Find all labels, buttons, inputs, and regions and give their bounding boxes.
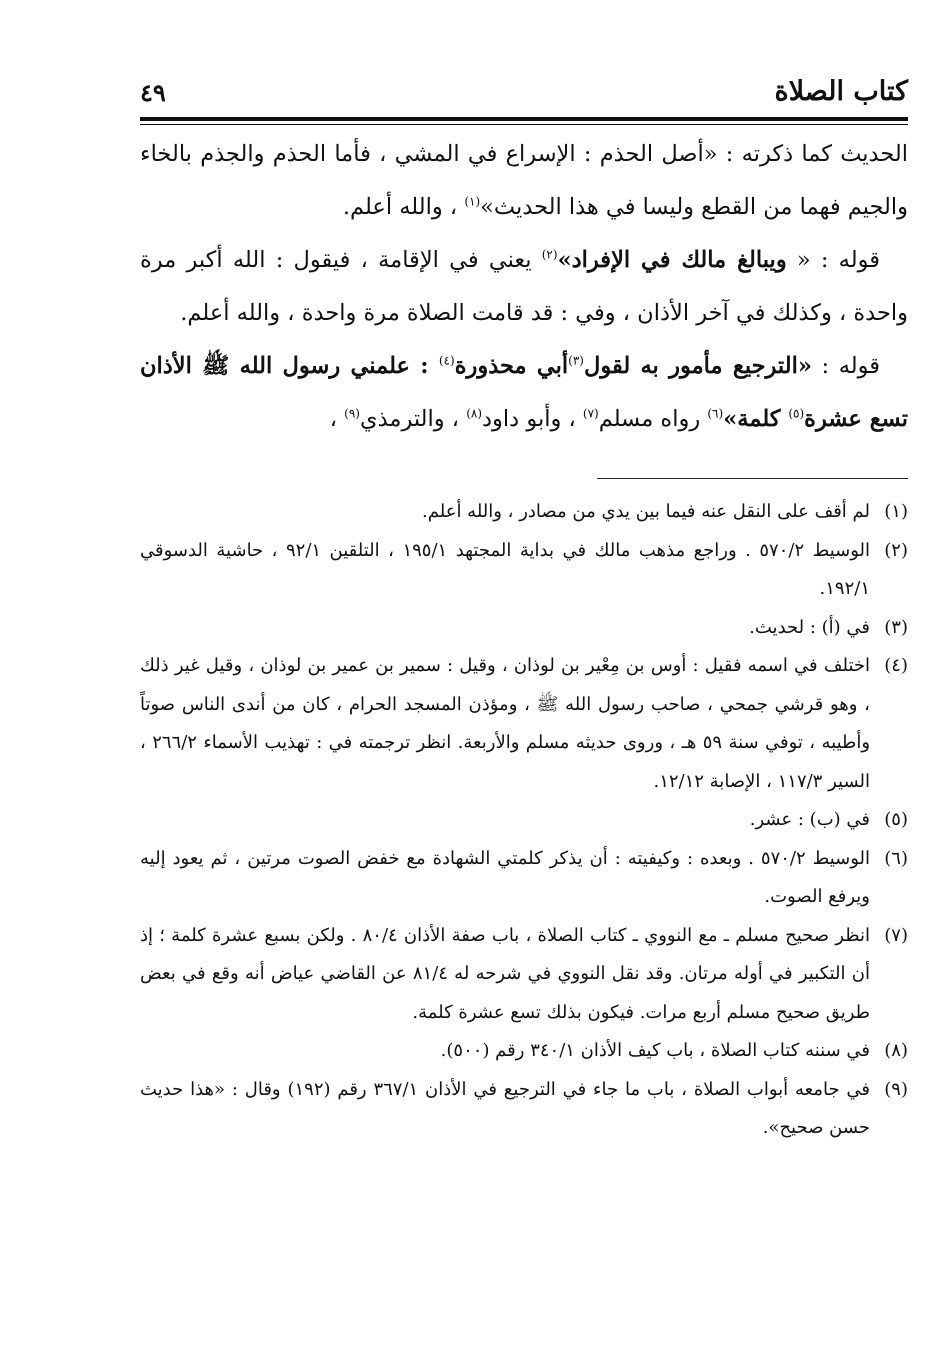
footnote-number: (٤) <box>884 655 908 676</box>
page-number: ٤٩ <box>140 78 166 107</box>
footnote-2 <box>140 532 908 609</box>
footnote-ref: (٦) <box>707 406 724 421</box>
footnote-8 <box>140 1032 908 1071</box>
p3-bold-1: «الترجيع مأمور به لقول <box>583 353 812 379</box>
p1-text: الحديث كما ذكرته : «أصل الحذم : الإسراع في المشي ، فأما الحذم والجذم بالخاء والجيم فهما من القطع وليسا في هذا الحديث» <box>140 141 908 220</box>
footnote-number: (٢) <box>884 539 908 561</box>
footnote-ref: (٨) <box>466 406 483 421</box>
footnote-divider <box>597 478 908 479</box>
footnote-ref: (٥) <box>788 406 805 421</box>
footnote-9 <box>140 1071 908 1148</box>
footnote-number: (٨) <box>884 1040 908 1061</box>
footnote-text: انظر صحيح مسلم ـ مع النووي ـ كتاب الصلاة ، باب صفة الأذان ٨٠/٤ . ولكن بسبع عشرة كلمة ؛ إذ أن التكبير في أوله مرتان. وقد نقل النووي في شرحه له ٨١/٤ عن القاضي عياض أنه وقع في بعض طريق صحيح مسلم أربع مرات. فيكون بذلك تسع عشرة كلمة. <box>140 924 871 1023</box>
p3-start: قوله : <box>811 353 880 379</box>
footnote-ref: (٢) <box>541 247 558 262</box>
page-header <box>140 68 908 118</box>
paragraph-3 <box>140 340 908 446</box>
footnote-5 <box>140 801 908 840</box>
p3-text-4: ، <box>329 406 345 432</box>
p3-bold-3: : علمني رسول الله ﷺ الأذان تسع عشرة <box>140 353 908 432</box>
footnote-number: (٣) <box>884 616 908 638</box>
p3-bold-2: أبي محذورة <box>454 353 569 379</box>
p3-bold-4: كلمة» <box>723 406 789 432</box>
header-rule-thick <box>140 117 908 121</box>
main-text <box>140 128 908 446</box>
chapter-title: كتاب الصلاة <box>774 76 908 107</box>
footnote-ref: (٣) <box>568 353 584 368</box>
footnote-number: (٦) <box>884 847 908 869</box>
header-rule-thin <box>140 124 908 125</box>
p3-text-2: ، وأبو داود <box>482 406 583 432</box>
footnote-6 <box>140 840 908 917</box>
footnote-text: الوسيط ٥٧٠/٢ . وراجع مذهب مالك في بداية المجتهد ١٩٥/١ ، التلقين ٩٢/١ ، حاشية الدسوقي ١٩٢/١. <box>140 539 871 599</box>
footnote-number: (٩) <box>884 1078 908 1100</box>
p3-text-3: ، والترمذي <box>359 406 467 432</box>
footnote-ref: (٤) <box>438 353 455 368</box>
p1-end: ، والله أعلم. <box>342 194 465 220</box>
footnote-text: في (ب) : عشر. <box>749 809 870 830</box>
footnote-7 <box>140 917 908 1033</box>
footnote-ref: (١) <box>464 194 481 209</box>
footnote-text: اختلف في اسمه فقيل : أوس بن مِعْير بن لوذان ، وقيل : سمير بن عمير بن لوذان ، وقيل غير ذلك ، وهو قرشي جمحي ، صاحب رسول الله ﷺ ، ومؤذن المسجد الحرام ، كان من أندى الناس صوتاً وأطيبه ، توفي سنة ٥٩ هـ ، وروى حديثه مسلم والأربعة. انظر ترجمته في : تهذيب الأسماء ٢٦٦/٢ ، السير ١١٧/٣ ، الإصابة ١٢/١٢. <box>140 655 871 792</box>
footnote-text: في (أ) : لحديث. <box>749 616 870 638</box>
paragraph-2 <box>140 234 908 340</box>
footnote-ref: (٧) <box>582 406 599 421</box>
footnote-3 <box>140 609 908 648</box>
p3-text-1: رواه مسلم <box>598 406 708 432</box>
footnote-4 <box>140 647 908 801</box>
p2-start: قوله : « <box>786 247 880 273</box>
footnote-ref: (٩) <box>344 406 360 421</box>
footnote-text: في سننه كتاب الصلاة ، باب كيف الأذان ٣٤٠/١ رقم (٥٠٠). <box>440 1040 870 1061</box>
footnote-number: (٧) <box>884 924 908 946</box>
footnotes <box>140 493 908 1148</box>
footnote-1 <box>140 493 908 532</box>
footnote-text: في جامعه أبواب الصلاة ، باب ما جاء في الترجيع في الأذان ٣٦٧/١ رقم (١٩٢) وقال : «هذا حديث حسن صحيح». <box>140 1078 871 1138</box>
p2-bold: ويبالغ مالك في الإفراد» <box>557 247 787 273</box>
footnote-number: (١) <box>884 501 908 522</box>
footnote-text: الوسيط ٥٧٠/٢ . وبعده : وكيفيته : أن يذكر كلمتي الشهادة مع خفض الصوت مرتين ، ثم يعود إليه ويرفع الصوت. <box>140 847 870 907</box>
footnote-number: (٥) <box>884 809 908 830</box>
footnote-text: لم أقف على النقل عنه فيما بين يدي من مصادر ، والله أعلم. <box>422 501 870 522</box>
paragraph-1 <box>140 128 908 234</box>
p2-rest: يعني في الإقامة ، فيقول : الله أكبر مرة واحدة ، وكذلك في آخر الأذان ، وفي : قد قامت الصلاة مرة واحدة ، والله أعلم. <box>140 247 908 326</box>
